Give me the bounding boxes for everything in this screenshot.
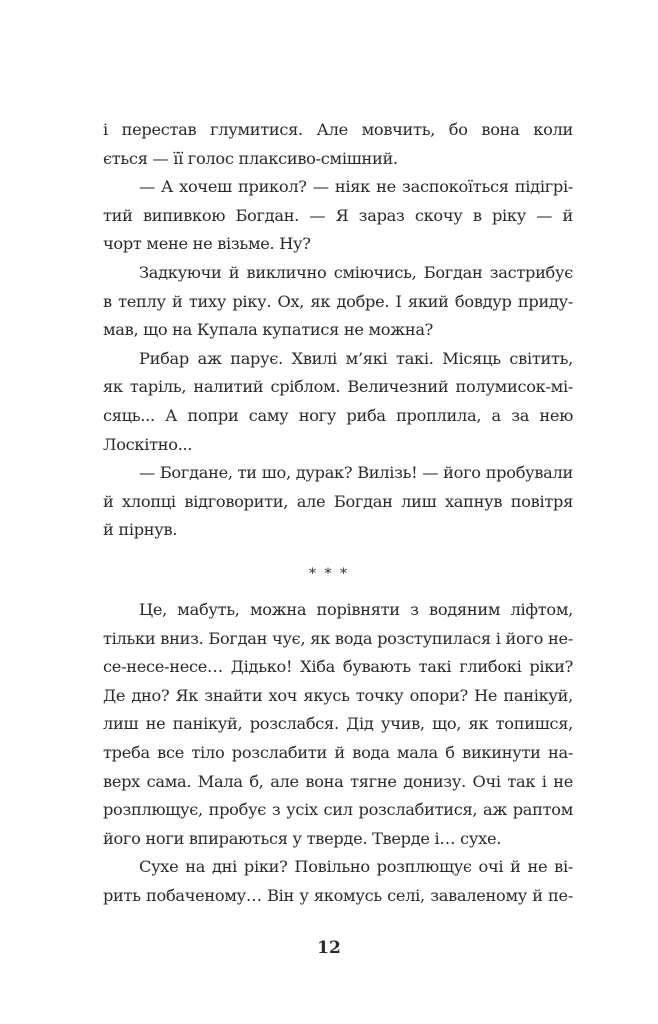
text-line: й хлопці відговорити, але Богдан лиш хапнув повітря [103,491,573,511]
text-line: — А хочеш прикол? — ніяк не заспокоїться підігрі- [139,177,573,197]
page-number: 12 [317,938,341,958]
text-line: як таріль, налитий сріблом. Величезний полумисок-мі- [103,377,573,397]
text-line: й пірнув. [103,520,178,540]
text-line: і перестав глумитися. Але мовчить, бо вона коли [103,120,573,139]
text-line: Рибар аж парує. Хвилі м’які такі. Місяць світить, [139,348,573,368]
text-line: чорт мене не візьме. Ну? [103,234,311,254]
text-line: — Богдане, ти шо, дурак? Вилізь! — його пробували [139,463,573,483]
text-line: тий випивкою Богдан. — Я зараз скочу в ріку — й [103,205,573,225]
text-line: верх сама. Мала б, але вона тягне донизу. Очі так і не [103,771,573,791]
text-line: тільки вниз. Богдан чує, як вода розступилася і його не- [103,628,573,648]
text-section-2 [103,596,573,911]
section-separator: * * * [309,566,349,582]
text-section-1 [103,116,573,545]
text-line: се-несе-несе… Дідько! Хіба бувають такі глибокі ріки? [103,657,573,677]
text-line: лиш не панікуй, розслабся. Дід учив, що, як топишся, [103,714,573,734]
text-line: сяць... А попри саму ногу риба проплила, а за нею [103,405,573,425]
text-line: треба все тіло розслабити й вода мала б викинути на- [103,742,573,762]
text-line: Лоскітно... [103,434,193,454]
text-line: ється — її голос плаксиво-смішний. [103,148,398,168]
text-line: в теплу й тиху ріку. Ох, як добре. І який бовдур приду- [103,291,573,311]
text-line: Це, мабуть, можна порівняти з водяним ліфтом, [139,600,573,619]
text-line: розплющує, пробує з усіх сил розслабитися, аж раптом [103,800,573,820]
text-line: Сухе на дні ріки? Повільно розплющує очі й не ві- [139,857,573,877]
text-line: його ноги впираються у тверде. Тверде і… сухе. [103,828,502,848]
text-line: рить побаченому… Він у якомусь селі, заваленому й пе- [103,885,573,905]
text-line: Задкуючи й виклично сміючись, Богдан застрибує [139,262,573,282]
text-line: Де дно? Як знайти хоч якусь точку опори? Не панікуй, [103,685,573,705]
text-line: мав, що на Купала купатися не можна? [103,320,434,340]
